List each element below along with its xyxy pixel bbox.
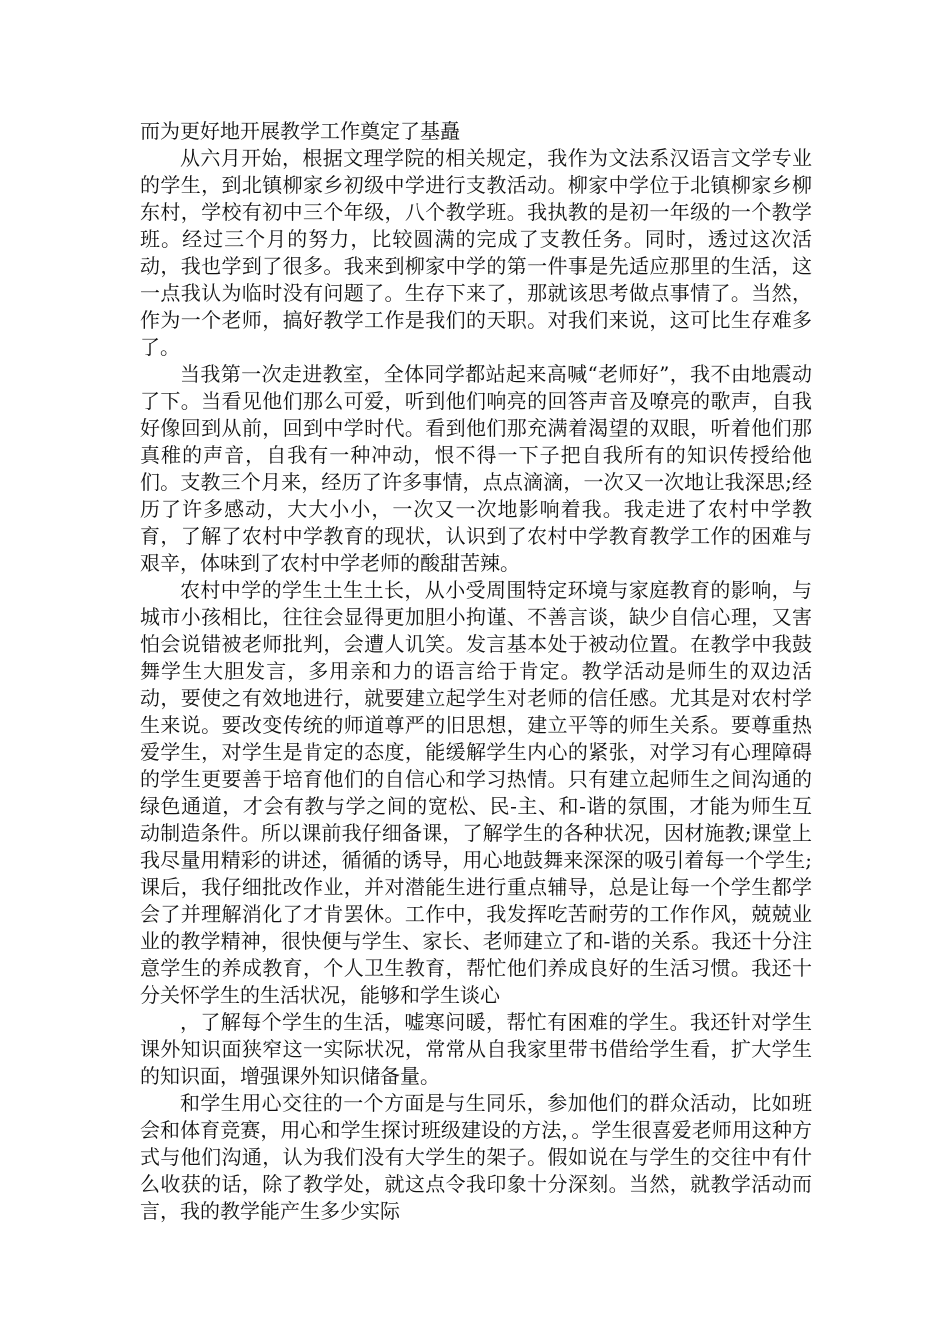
paragraph-care-students: ，了解每个学生的生活，嘘寒问暖，帮忙有困难的学生。我还针对学生课外知识面狭窄这一实际状况，常常从自我家里带书借给学生看，扩大学生的知识面，增强课外知识储备量。	[140, 1010, 812, 1088]
paragraph-support-teaching-intro: 从六月开始，根据文理学院的相关规定，我作为文法系汉语言文学专业的学生，到北镇柳家乡初级中学进行支教活动。柳家中学位于北镇柳家乡柳东村，学校有初中三个年级，八个教学班。我执教的是初一年级的一个教学班。经过三个月的努力，比较圆满的完成了支教任务。同时，透过这次活动，我也学到了很多。我来到柳家中学的第一件事是先适应那里的生活，这一点我认为临时没有问题了。生存下来了，那就该思考做点事情了。当然，作为一个老师，搞好教学工作是我们的天职。对我们来说，这可比生存难多了。	[140, 146, 812, 359]
paragraph-first-class: 当我第一次走进教室，全体同学都站起来高喊“老师好”，我不由地震动了下。当看见他们那么可爱，听到他们响亮的回答声音及嘹亮的歌声，自我好像回到从前，回到中学时代。看到他们那充满着渴望的双眼，听着他们那真稚的声音，自我有一种冲动，恨不得一下子把自我所有的知识传授给他们。支教三个月来，经历了许多事情，点点滴滴，一次又一次地让我深思;经历了许多感动，大大小小，一次又一次地影响着我。我走进了农村中学教育，了解了农村中学教育的现状，认识到了农村中学教育教学工作的困难与艰辛，体味到了农村中学老师的酸甜苦辣。	[140, 362, 812, 575]
document-page	[140, 118, 812, 1225]
paragraph-rural-students: 农村中学的学生土生土长，从小受周围特定环境与家庭教育的影响，与城市小孩相比，往往会显得更加胆小拘谨、不善言谈，缺少自信心理，又害怕会说错被老师批判，会遭人讥笑。发言基本处于被动位置。在教学中我鼓舞学生大胆发言，多用亲和力的语言给于肯定。教学活动是师生的双边活动，要使之有效地进行，就要建立起学生对老师的信任感。尤其是对农村学生来说。要改变传统的师道尊严的旧思想，建立平等的师生关系。要尊重热爱学生，对学生是肯定的态度，能缓解学生内心的紧张，对学习有心理障碍的学生更要善于培育他们的自信心和学习热情。只有建立起师生之间沟通的绿色通道，才会有教与学之间的宽松、民-主、和-谐的氛围，才能为师生互动制造条件。所以课前我仔细备课，了解学生的各种状况，因材施教;课堂上我尽量用精彩的讲述，循循的诱导，用心地鼓舞来深深的吸引着每一个学生;课后，我仔细批改作业，并对潜能生进行重点辅导，总是让每一个学生都学会了并理解消化了才肯罢休。工作中，我发挥吃苦耐劳的工作作风，兢兢业业的教学精神，很快便与学生、家长、老师建立了和-谐的关系。我还十分注意学生的养成教育，个人卫生教育，帮忙他们养成良好的生活习惯。我还十分关怀学生的生活状况，能够和学生谈心	[140, 578, 812, 1007]
paragraph-student-interaction: 和学生用心交往的一个方面是与生同乐，参加他们的群众活动，比如班会和体育竞赛，用心和学生探讨班级建设的方法，。学生很喜爱老师用这种方式与他们沟通，认为我们没有大学生的架子。假如说在与学生的交往中有什么收获的话，除了教学处，就这点令我印象十分深刻。当然，就教学活动而言，我的教学能产生多少实际	[140, 1091, 812, 1223]
paragraph-continuation: 而为更好地开展教学工作奠定了基矗	[140, 119, 460, 143]
